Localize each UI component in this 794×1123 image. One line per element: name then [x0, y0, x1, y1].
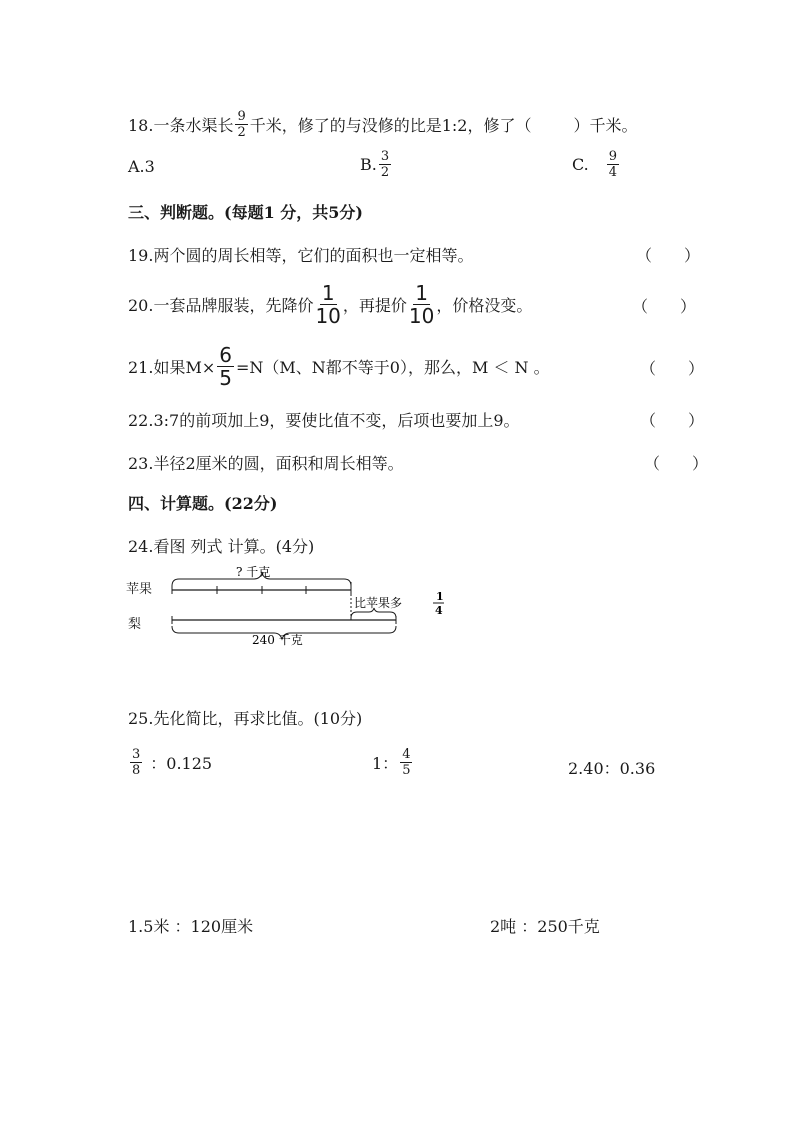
q19-answer-paren[interactable]: （ ）: [636, 246, 701, 265]
q20-fraction-2: [408, 280, 435, 328]
question-22: 22.3:7的前项加上9，要使比值不变，后项也要加上9。: [128, 411, 520, 430]
q18-prefix: 18.一条水渠长: [128, 115, 234, 135]
q18-suffix: 千米，修了的与没修的比是1:2，修了（: [249, 115, 532, 135]
question-19: 19.两个圆的周长相等，它们的面积也一定相等。: [128, 246, 474, 265]
q23-answer-paren[interactable]: （ ）: [644, 454, 709, 473]
q25-expression-5: 2吨 ：250千克: [490, 917, 600, 936]
q25-e2-fraction: [400, 748, 412, 777]
q21-fraction: [217, 342, 234, 390]
q20-answer-paren[interactable]: （ ）: [632, 297, 697, 316]
q25-e1-den: 8: [132, 763, 141, 778]
q20-fraction-1: [315, 280, 341, 328]
q18-option-b-fraction: [379, 150, 391, 179]
q20-suffix: ，价格没变。: [436, 295, 533, 315]
section-4-title: 四、计算题。(22分): [128, 494, 278, 513]
question-20: [128, 278, 532, 330]
q20-f2-den: 10: [408, 303, 435, 328]
q18-option-b-den: 2: [380, 165, 390, 180]
q22-answer-paren[interactable]: （ ）: [640, 411, 705, 430]
question-21: [128, 340, 550, 392]
q24-segment-diagram: [124, 562, 464, 648]
q25-e2-den: 5: [402, 763, 411, 778]
section-3-title: 三、判断题。(每题1 分，共5分): [128, 203, 363, 222]
q18-frac-den: 2: [237, 124, 246, 140]
q20-middle: ，再提价: [342, 295, 407, 315]
q24-label-apple: 苹果: [126, 582, 153, 597]
question-23: 23.半径2厘米的圆，面积和周长相等。: [128, 454, 404, 473]
q25-e1-rest: ：0.125: [150, 754, 213, 773]
q18-option-c[interactable]: [572, 150, 621, 179]
q18-option-b[interactable]: [360, 150, 393, 179]
q25-expression-4: 1.5米 ：120厘米: [128, 917, 254, 936]
q20-f1-den: 10: [315, 303, 341, 328]
question-25: 25.先化简比，再求比值。(10分): [128, 709, 363, 728]
q24-bottom-label: 240 千克: [252, 633, 303, 647]
q21-answer-paren[interactable]: （ ）: [640, 359, 705, 378]
q18-fraction: [235, 110, 247, 139]
q25-e1-num: 3: [132, 747, 141, 762]
q20-prefix: 20.一套品牌服装，先降价: [128, 295, 314, 315]
q21-prefix: 21.如果M×: [128, 357, 216, 377]
q18-option-c-label: C.: [572, 155, 589, 174]
q18-frac-num: 9: [237, 108, 246, 124]
q24-side-num: 1: [436, 590, 444, 603]
q25-e2-prefix: 1：: [372, 754, 399, 773]
q18-option-c-fraction: [607, 150, 619, 179]
q25-expression-3: 2.40：0.36: [568, 759, 656, 778]
q24-label-pear: 梨: [128, 617, 142, 632]
q24-side-den: 4: [435, 604, 443, 617]
q18-option-c-den: 4: [608, 165, 618, 180]
q21-f-num: 6: [219, 342, 232, 367]
q21-f-den: 5: [219, 365, 232, 390]
q20-f1-num: 1: [321, 280, 335, 305]
q21-suffix: =N（M、N都不等于0），那么，M ＜ N 。: [235, 357, 550, 377]
q25-e2-num: 4: [402, 747, 411, 762]
question-18: [128, 104, 638, 144]
question-24: 24.看图 列式 计算。(4分): [128, 537, 315, 556]
q18-end: ）千米。: [573, 115, 638, 135]
q18-option-b-num: 3: [380, 149, 390, 164]
q20-f2-num: 1: [415, 280, 429, 305]
q18-option-a[interactable]: A.3: [128, 157, 155, 176]
q24-top-label: ? 千克: [236, 565, 271, 579]
q24-side-label: 比苹果多: [354, 596, 403, 610]
q18-option-b-label: B.: [360, 155, 377, 174]
q25-expression-2: [372, 748, 414, 777]
q18-option-c-num: 9: [608, 149, 618, 164]
q25-expression-1: [128, 748, 212, 777]
q25-e1-fraction: [130, 748, 142, 777]
